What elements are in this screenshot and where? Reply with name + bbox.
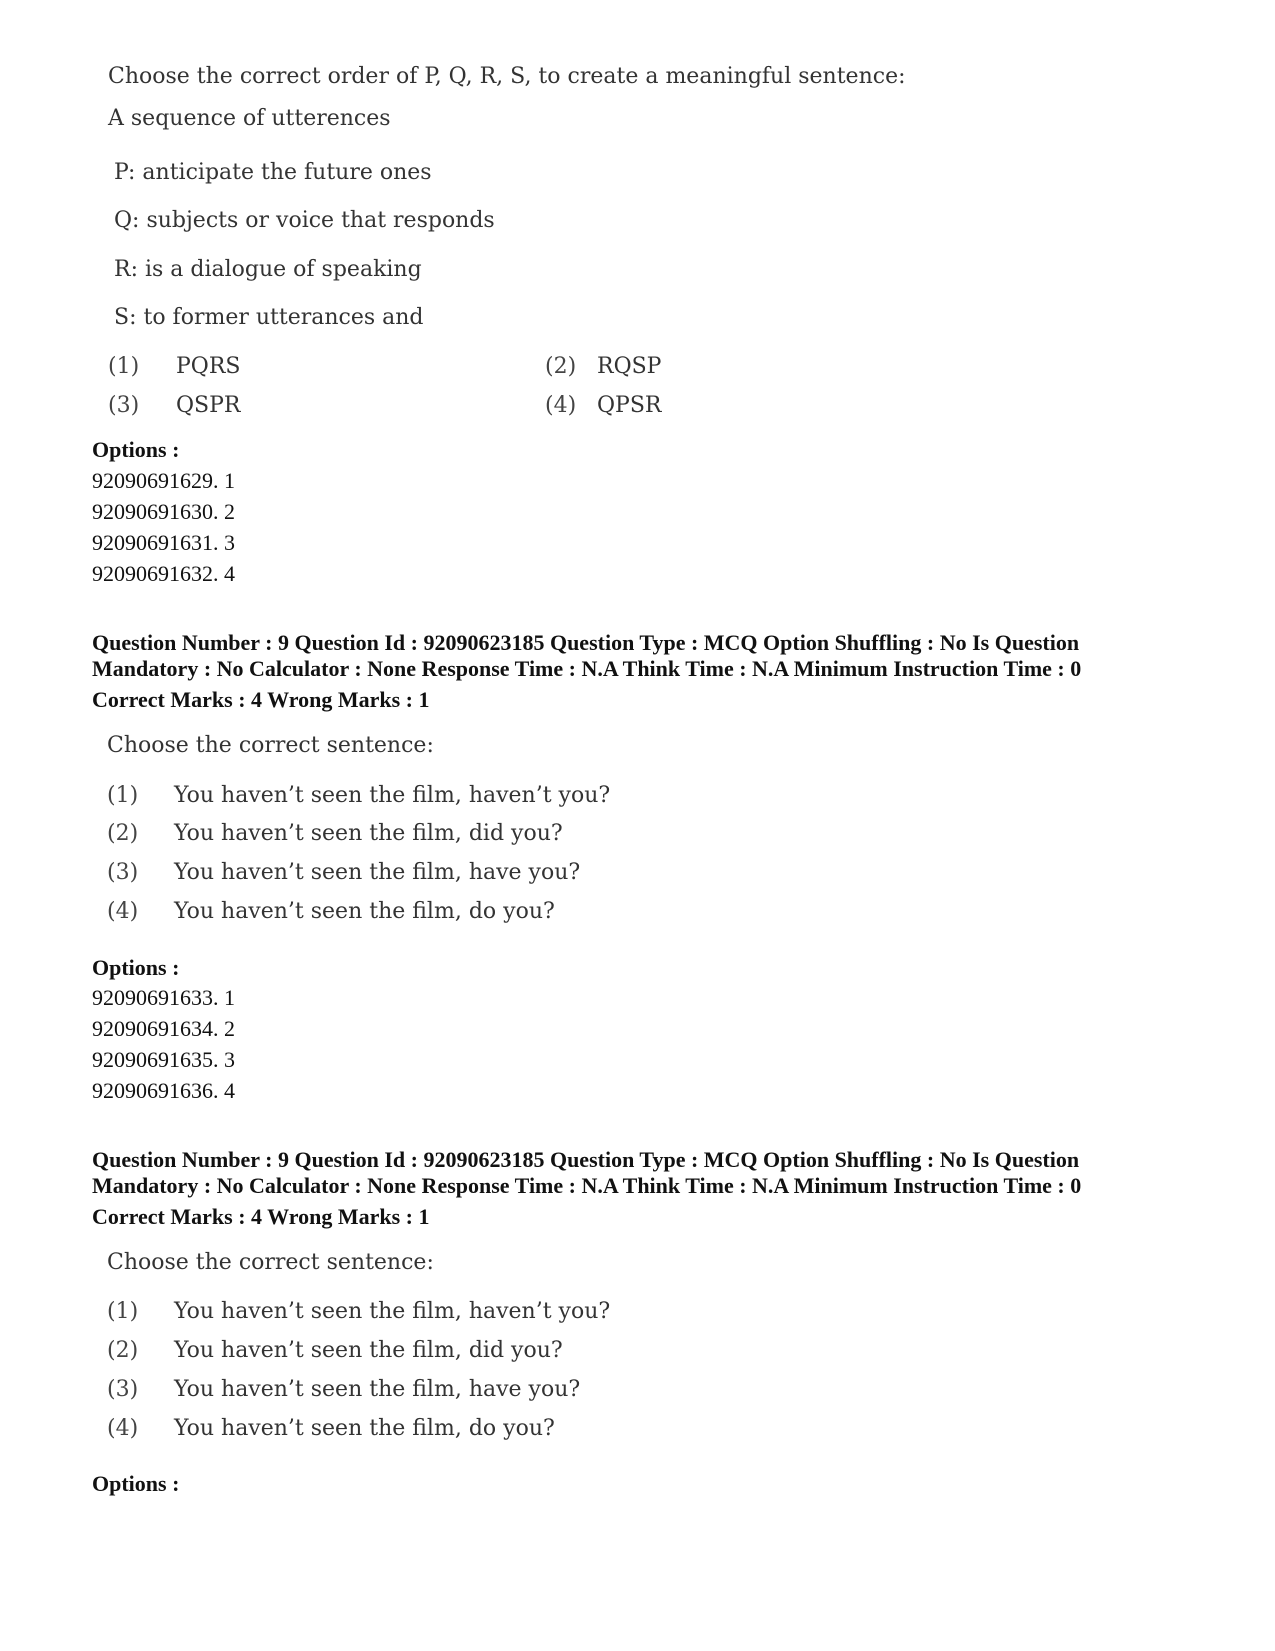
choice-text: You haven’t seen the film, have you? <box>174 860 581 885</box>
part-p: P: anticipate the future ones <box>114 160 432 185</box>
choice-number: (4) <box>107 899 139 924</box>
choice-text: You haven’t seen the film, did you? <box>174 1338 563 1363</box>
question-stem: Choose the correct order of P, Q, R, S, to create a meaningful sentence: <box>108 64 906 89</box>
choice-number: (1) <box>107 1299 139 1324</box>
choice-text: QPSR <box>597 393 662 418</box>
choice-text: You haven’t seen the film, haven’t you? <box>174 783 611 808</box>
option-id: 92090691635. 3 <box>92 1047 235 1072</box>
options-heading: Options : <box>92 955 180 980</box>
choice-text: You haven’t seen the film, do you? <box>174 899 555 924</box>
question-meta-line: Question Number : 9 Question Id : 92090623185 Question Type : MCQ Option Shuffling : No Is Question <box>92 630 1080 655</box>
choice-number: (2) <box>107 821 139 846</box>
part-q: Q: subjects or voice that responds <box>114 208 495 233</box>
choice-text: You haven’t seen the film, did you? <box>174 821 563 846</box>
choice-number: (1) <box>108 354 140 379</box>
question-stem: Choose the correct sentence: <box>107 733 434 758</box>
question-meta-line: Mandatory : No Calculator : None Response Time : N.A Think Time : N.A Minimum Instruction Time : 0 <box>92 1173 1082 1198</box>
question-lead: A sequence of utterences <box>108 106 391 131</box>
choice-number: (4) <box>107 1416 139 1441</box>
choice-text: QSPR <box>176 393 241 418</box>
options-heading: Options : <box>92 1471 180 1496</box>
option-id: 92090691632. 4 <box>92 561 235 586</box>
option-id: 92090691633. 1 <box>92 985 235 1010</box>
choice-number: (2) <box>107 1338 139 1363</box>
question-meta-line: Question Number : 9 Question Id : 92090623185 Question Type : MCQ Option Shuffling : No Is Question <box>92 1147 1080 1172</box>
part-s: S: to former utterances and <box>114 305 424 330</box>
option-id: 92090691629. 1 <box>92 468 235 493</box>
choice-number: (4) <box>545 393 577 418</box>
choice-text: RQSP <box>597 354 662 379</box>
option-id: 92090691636. 4 <box>92 1078 235 1103</box>
choice-text: You haven’t seen the film, haven’t you? <box>174 1299 611 1324</box>
choice-number: (3) <box>107 860 139 885</box>
option-id: 92090691634. 2 <box>92 1016 235 1041</box>
options-heading: Options : <box>92 437 180 462</box>
choice-text: You haven’t seen the film, have you? <box>174 1377 581 1402</box>
option-id: 92090691630. 2 <box>92 499 235 524</box>
part-r: R: is a dialogue of speaking <box>114 257 422 282</box>
choice-number: (1) <box>107 783 139 808</box>
choice-number: (3) <box>108 393 140 418</box>
choice-number: (2) <box>545 354 577 379</box>
choice-text: PQRS <box>176 354 241 379</box>
question-meta-line: Correct Marks : 4 Wrong Marks : 1 <box>92 687 430 712</box>
question-meta-line: Correct Marks : 4 Wrong Marks : 1 <box>92 1204 430 1229</box>
option-id: 92090691631. 3 <box>92 530 235 555</box>
question-stem: Choose the correct sentence: <box>107 1250 434 1275</box>
choice-text: You haven’t seen the film, do you? <box>174 1416 555 1441</box>
choice-number: (3) <box>107 1377 139 1402</box>
question-meta-line: Mandatory : No Calculator : None Response Time : N.A Think Time : N.A Minimum Instruction Time : 0 <box>92 656 1082 681</box>
